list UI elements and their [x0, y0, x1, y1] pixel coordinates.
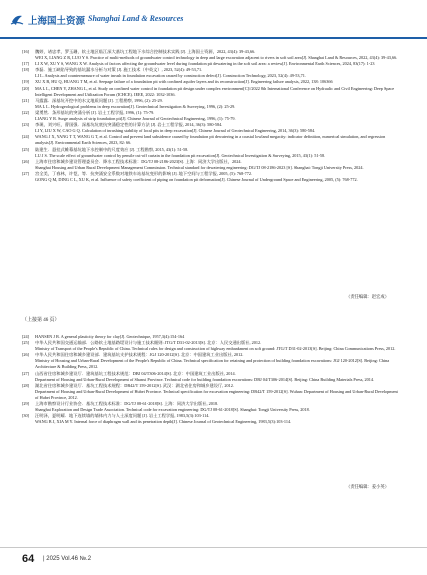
reference-text: Shanghai Housing and Urban Rural Development Management Commission. Technical standard for dewatering engineering: DG/TJ 08-2186-2023 [S]. Shanghai: Tongji University Press, 2024.	[35, 164, 364, 170]
reference-number: [21]	[22, 97, 30, 103]
reference-text: 李磊．施工缺陷导致的基坑漏水分析与对策 [J]. 施工技术（中英文）, 2023, 52(4): 49-53,71.	[35, 67, 203, 73]
reference-text: HANSEN J B. A general plasticity theory for clay[J]. Geotechnique, 1957,3(4):154-164	[35, 334, 185, 339]
page-number: 64	[22, 553, 35, 565]
reference-text: Ministry of Housing and Urban-Rural Development of the People's Republic of China. Technical specification for retaining and protection of building foundation excavations: JGJ 120-2012[S]. Beijing: China Architecture & Building Press, 2012.	[35, 358, 390, 370]
reference-number: [26]	[22, 158, 30, 164]
journal-title-cn: 上海国土资源	[28, 16, 86, 27]
reference-text: 李瑛，刘兴旺，曹国强．深基坑坑底抗突涌稳定性的计算方法 [J]. 岩土工程学报, 2014, 36(3): 580-584.	[35, 122, 223, 128]
reference-number: [24]	[22, 334, 30, 339]
reference-text: 山西省住房和城乡建设厅．建筑基坑工程技术规范：DBJ 04/T306-2014[S]. 北京：中国建筑工业出版社, 2014.	[35, 370, 236, 376]
reference-text: 魏婷，诸忠孝，罗玉珊，软土地区临江深大基坑工程地下水综合控制技术实践 [J]. 上海国土资源，2022, 43(4): 39-43,66.	[35, 49, 256, 54]
continued-from-note: （上接第 46 页）	[22, 318, 60, 323]
reference-number: [30]	[22, 413, 30, 419]
reference-text: LIANG Y R. Surge analysis of strip foundation pit[J]. Chinese Journal of Geotechnical Engineering, 1996, (1): 75-79.	[35, 116, 236, 122]
reference-text: XU X B, HU Q, HUANG T M, et al. Seepage failure of a foundation pit with confined aquifer layers and its reconstruction[J]. Engineering failure analysis, 2022, 138: 106366	[35, 79, 333, 85]
reference-text: Department of Housing and Urban-Rural Development of Hubei Province. Technical specification for excavation engineering: DB42/T 159-2012[S]. Wuhan: Department of Housing and Urban-Rural Development of Hubei Province, 2012.	[35, 388, 398, 400]
reference-text: 马露露．深基坑开挖中的水文地质问题 [J]. 工程勘察, 1996, (2): 25-29.	[35, 97, 163, 103]
reference-text: GONG Q M, DING C L, XU K, et al. Influence of safety coefficient of piping on foundation pit deformation[J]. Chinese Journal of Underground Space and Engineering, 2005, (5): 768-772.	[35, 176, 358, 182]
reference-entry	[22, 358, 402, 370]
reference-number: [22]	[22, 109, 30, 115]
reference-number: [27]	[22, 370, 30, 376]
reference-number: [17]	[22, 61, 30, 67]
reference-text: 中华人民共和国交通运输部．公路软土地基路堤设计与施工技术细则: JTG/T D31-02-2013[S]. 北京：人民交通出版社, 2012.	[35, 340, 262, 346]
reference-number: [26]	[22, 352, 30, 358]
reference-number: [25]	[22, 340, 30, 346]
reference-number: [20]	[22, 85, 30, 91]
reference-text: LI X W, XU Y S, WANG X W. Analysis of factors affecting the groundwater level during foundation pit dewatering in the soft soil area: a review[J]. Environmental Earth Sciences, 2024, 83(17): 1-23	[35, 61, 375, 67]
header-rule	[0, 37, 427, 39]
reference-text: MA L L, CHEN Y, ZHANG L, et al. Study on confined water control in foundation pit design under complex environment[C]//2022 8th International Conference on Hydraulic and Civil Engineering: Deep Space Intelligent Development and Utilization Forum (ICHCE). IEEE, 2022: 1032-1036.	[35, 85, 395, 97]
reference-list-bottom	[22, 334, 402, 425]
reference-text: LI L. Analysis and countermeasure of water inrush in foundation excavation caused by construction defect[J]. Construction Technology, 2023, 52(4): 49-53,71.	[35, 73, 306, 79]
reference-text: Shanghai Exploration and Design Trade Association. Technical code for excavation engineering: DG/TJ 08-61-2018[S]. Shanghai: Tongji University Press, 2018.	[35, 407, 310, 413]
reference-number: [28]	[22, 382, 30, 388]
reference-number: [24]	[22, 134, 30, 140]
reference-number: [19]	[22, 79, 30, 85]
responsible-editor-bottom: （责任编辑：姜小英）	[346, 484, 389, 489]
reference-text: LI Y, LIU X W, CAO G Q. Calculation of inrushing stability of local pits in deep excavation[J]. Chinese Journal of Geotechnical Engineering, 2014, 36(3): 580-584.	[35, 128, 316, 134]
reference-text: WANG J X, YANG T T, WANG G T, et al. Control and prevent land subsidence caused by foundation pit dewatering in a coastal lowland megacity: indicator definition, numerical simulation, and regression analysis[J]. Environmental Earth Sciences, 2023, 82: 66.	[35, 134, 386, 146]
journal-title-en: Shanghai Land & Resources	[88, 14, 184, 23]
reference-text: MA L L. Hydrogeological problems in deep excavation[J]. Geotechnical Investigation & Surveying, 1996, (2): 25-29.	[35, 103, 236, 109]
reference-list-top	[22, 49, 402, 183]
reference-text: Ministry of Transport of the People's Republic of China. Technical rules for design and construction of highway embankment on soft ground: JTG/T D31-02-2013[S]. Beijing: China Communications Press, 2012.	[35, 346, 396, 352]
reference-entry	[22, 86, 402, 98]
reference-number: [16]	[22, 49, 30, 54]
reference-number: [29]	[22, 401, 30, 407]
reference-text: 陆建生．悬挂式帷幕基坑地下水控制中的尺度效应 [J]. 工程勘察, 2015, 43(1): 51-58.	[35, 146, 189, 152]
reference-number: [27]	[22, 170, 30, 176]
reference-text: WANG B J, XIA M Y. Internal force of diaphragm wall and its penetration depth[J]. Chinese Journal of Geotechnical Engineering, 1983,5(3):103-114.	[35, 419, 292, 425]
reference-entry	[22, 419, 402, 425]
volume-issue: | 2025 Vol.46 №.2	[43, 556, 92, 562]
reference-text: 湖北省住房和城乡建设厅．基坑工程技术规程：DB42/T 159-2012[S]. 武汉：湖北省住房和城乡建设厅, 2012.	[35, 382, 234, 388]
reference-text: 汪明泽，夏明耀．地下连续墙的墙体内力与人土深度问题 [J]. 岩土工程学报, 1983,5(3):103-114.	[35, 413, 210, 419]
reference-text: 宫全美，丁春林，许恺，等．抗突涌安全系数对地铁车站基坑变形的影响 [J]. 地下空间与工程学报, 2005, (5): 768-772.	[35, 170, 253, 176]
reference-text: 上海市勘察设计行业协会．基坑工程技术标准：DG/TJ 08-61-2018[S]. 上海：同济大学出版社, 2018.	[35, 401, 219, 407]
reference-number: [18]	[22, 67, 30, 73]
journal-logo-icon	[10, 13, 24, 27]
reference-text: Department of Housing and Urban-Rural Development of Shanxi Province. Technical code for building foundation excavations: DBJ 04/T306-2014[S]. Beijing: China Building Materials Press, 2014.	[35, 376, 375, 382]
reference-text: WEI X, LIANG Z R, LUO Y S. Practice of multi-methods of groundwater control technology in deep and large excavation adjacent to rivers in soft soil area[J]. Shanghai Land & Resources, 2022, 43(4): 39-43,66.	[35, 55, 398, 61]
responsible-editor-top: （责任编辑：赵宏成）	[346, 294, 389, 299]
reference-number: [23]	[22, 122, 30, 128]
reference-number: [25]	[22, 146, 30, 152]
reference-entry	[22, 134, 402, 146]
journal-header	[0, 0, 427, 37]
reference-text: 上海市住房和城乡建设管理委员会．降水工程技术标准：DG/TJ 08-2186-2023[S]. 上海：同济大学出版社，2024.	[35, 158, 242, 164]
reference-entry	[22, 177, 402, 183]
reference-text: LU J S. The scale effect of groundwater control by pensile cut-off curtain in the foundation pit excavation[J]. Geotechnical Investigation & Surveying, 2015, 43(1): 51-58.	[35, 152, 326, 158]
reference-text: 中华人民共和国住房和城乡建设部．建筑基坑支护技术规程：JGJ 120-2012[S]. 北京：中国建筑工业出版社, 2012.	[35, 352, 244, 358]
footer-rule	[0, 547, 427, 548]
reference-entry	[22, 389, 402, 401]
reference-text: 梁勇然．条形基坑的突涌分析 [J]. 岩土工程学报, 1996, (1): 75-79.	[35, 109, 155, 115]
